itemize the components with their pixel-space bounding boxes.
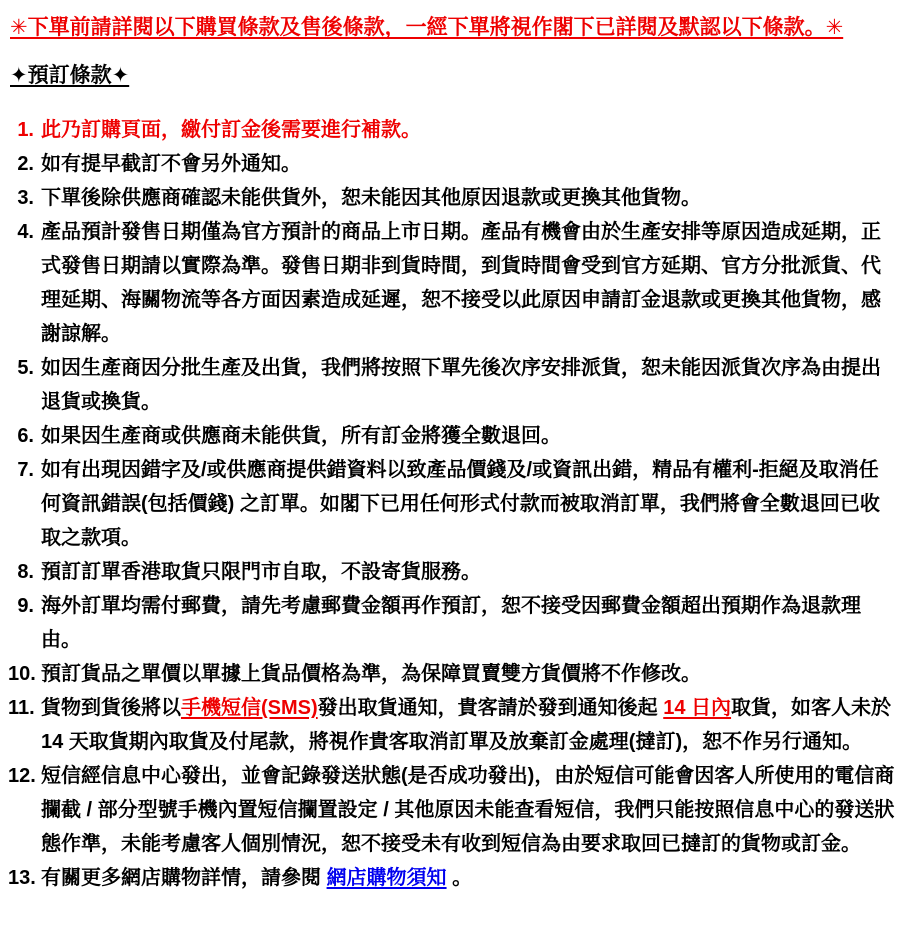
term-number: 4.: [17, 221, 34, 243]
term-item-9: [8, 589, 895, 657]
term-text: [34, 657, 895, 691]
term-text: [34, 113, 895, 147]
term-text: [34, 453, 895, 555]
sms-notice-highlight: 手機短信(SMS): [181, 697, 318, 719]
term-item-4: [8, 215, 895, 351]
term-text-segment: 下單後除供應商確認未能供貨外，恕未能因其他原因退款或更換其他貨物。: [41, 187, 701, 209]
term-item-10: [8, 657, 895, 691]
term-number: 6.: [17, 425, 34, 447]
term-number: 7.: [17, 459, 34, 481]
term-item-7: [8, 453, 895, 555]
preorder-terms-title: ✦預訂條款✦: [10, 64, 130, 87]
term-number: 8.: [17, 561, 34, 583]
term-text-segment: 如有出現因錯字及/或供應商提供錯資料以致產品價錢及/或資訊出錯，精品有權利-拒絕及取消任何資訊錯誤(包括價錢) 之訂單。如閣下已用任何形式付款而被取消訂單，我們將會全數退回已收取之款項。: [41, 459, 880, 549]
term-number: 5.: [17, 357, 34, 379]
purchase-terms-notice: ✳下單前請詳閱以下購買條款及售後條款，一經下單將視作閣下已詳閱及默認以下條款。✳: [10, 16, 844, 39]
term-text-segment: 貨物到貨後將以: [41, 697, 181, 719]
term-number: 11.: [8, 697, 35, 719]
term-text-segment: 如果因生產商或供應商未能供貨，所有訂金將獲全數退回。: [41, 425, 561, 447]
term-item-11: [8, 691, 895, 759]
term-text-segment: 取貨，如客人未於 14 天取貨期內取貨及付尾款，將視作貴客取消訂單及放棄訂金處理(撻訂)，恕不作另行通知。: [41, 697, 892, 753]
term-text-segment: 如因生產商因分批生產及出貨，我們將按照下單先後次序安排派貨，恕未能因派貨次序為由提出退貨或換貨。: [41, 357, 881, 413]
term-text-segment: 短信經信息中心發出，並會記錄發送狀態(是否成功發出)，由於短信可能會因客人所使用的電信商攔截 / 部分型號手機內置短信攔置設定 / 其他原因未能查看短信，我們只能按照信息中心的發送狀態作準，未能考慮客人個別情況，恕不接受未有收到短信為由要求取回已撻訂的貨物或訂金。: [41, 765, 895, 855]
term-text-segment: 如有提早截訂不會另外通知。: [41, 153, 301, 175]
term-number: 9.: [17, 595, 34, 617]
term-text: [34, 419, 895, 453]
term-text-segment: 海外訂單均需付郵費，請先考慮郵費金額再作預訂，恕不接受因郵費金額超出預期作為退款理由。: [41, 595, 861, 651]
term-number: 2.: [17, 153, 34, 175]
pickup-deadline-highlight: 14 日內: [663, 697, 732, 719]
term-text-segment: 此乃訂購頁面，繳付訂金後需要進行補款。: [41, 119, 421, 141]
term-item-13: [8, 861, 895, 895]
term-item-12: [8, 759, 895, 861]
term-number: 3.: [17, 187, 34, 209]
term-item-5: [8, 351, 895, 419]
term-number: 13.: [8, 867, 36, 889]
term-item-1: [8, 113, 895, 147]
term-text: [34, 759, 895, 861]
term-item-8: [8, 555, 895, 589]
term-text-segment: 預訂貨品之單價以單據上貨品價格為準，為保障買賣雙方貨價將不作修改。: [41, 663, 701, 685]
term-text: [34, 147, 895, 181]
term-number: 10.: [8, 663, 36, 685]
term-text: [34, 691, 895, 759]
term-number: 12.: [8, 765, 36, 787]
term-text-segment: 有關更多網店購物詳情，請參閱: [41, 867, 327, 889]
term-text-segment: 發出取貨通知，貴客請於發到通知後起: [317, 697, 664, 719]
store-shopping-guide-link[interactable]: 網店購物須知: [326, 867, 447, 889]
term-text: [34, 861, 895, 895]
term-text: [34, 215, 895, 351]
term-item-2: [8, 147, 895, 181]
terms-list: [8, 113, 895, 895]
term-text-segment: 產品預計發售日期僅為官方預計的商品上市日期。產品有機會由於生產安排等原因造成延期，正式發售日期請以實際為準。發售日期非到貨時間，到貨時間會受到官方延期、官方分批派貨、代理延期、海關物流等各方面因素造成延遲，恕不接受以此原因申請訂金退款或更換其他貨物，感謝諒解。: [41, 221, 881, 345]
term-text: [34, 181, 895, 215]
term-text: [34, 589, 895, 657]
term-text-segment: 預訂訂單香港取貨只限門市自取，不設寄貨服務。: [41, 561, 481, 583]
term-text: [34, 555, 895, 589]
term-number: 1.: [17, 119, 34, 141]
term-text-segment: 。: [446, 867, 473, 889]
term-text: [34, 351, 895, 419]
term-item-6: [8, 419, 895, 453]
term-item-3: [8, 181, 895, 215]
